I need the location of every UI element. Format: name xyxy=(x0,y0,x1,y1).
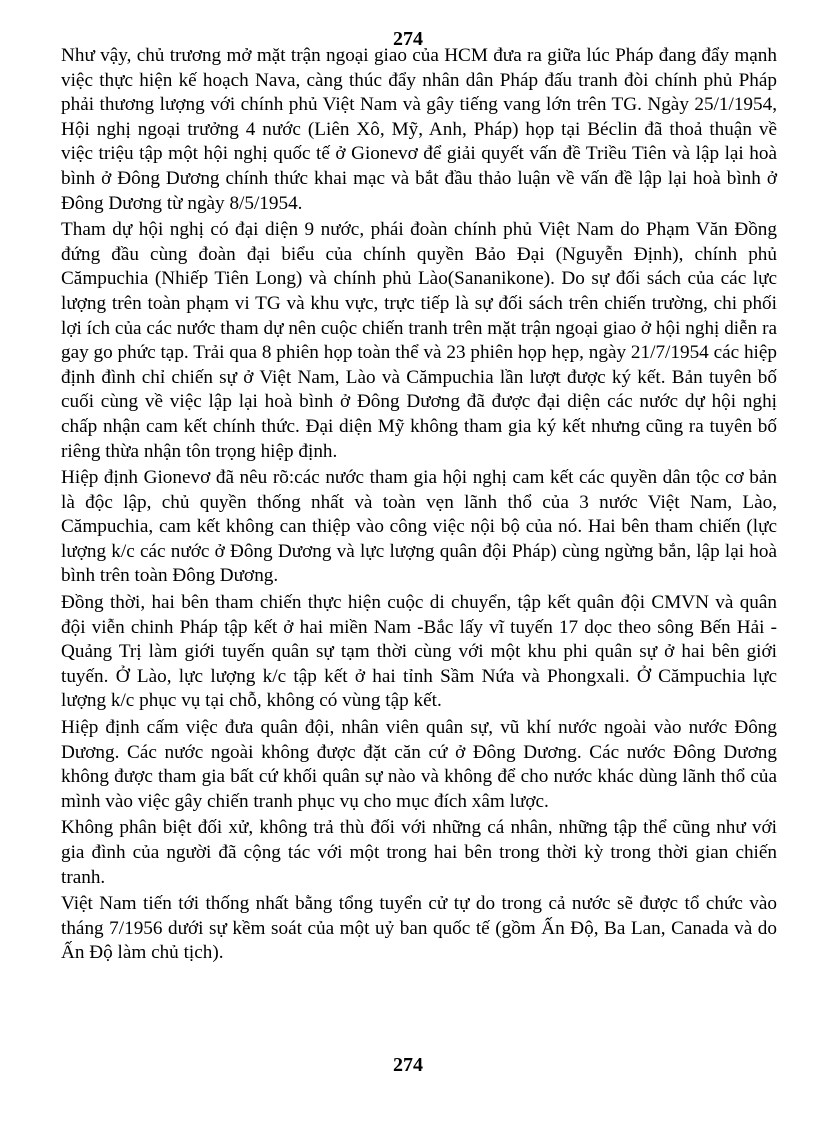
paragraph-2: Tham dự hội nghị có đại diện 9 nước, phái đoàn chính phủ Việt Nam do Phạm Văn Đồng đứng đầu cùng đoàn đại biểu của chính quyền Bảo Đại (Nguyễn Định), chính phủ Cămpuchia (Nhiếp Tiên Long) và chính phủ Lào(Sananikone). Do sự đối sách của các lực lượng trên toàn phạm vi TG và khu vực, trực tiếp là sự đối sách trên chiến trường, chi phối lợi ích của các nước tham dự nên cuộc chiến tranh trên mặt trận ngoại giao ở hội nghị diễn ra gay go phức tạp. Trải qua 8 phiên họp toàn thể và 23 phiên họp hẹp, ngày 21/7/1954 các hiệp định đình chỉ chiến sự ở Việt Nam, Lào và Cămpuchia lần lượt được ký kết. Bản tuyên bố cuối cùng về việc lập lại hoà bình ở Đông Dương đã được đại diện các nước dự hội nghị chấp nhận cam kết chính thức. Đại diện Mỹ không tham gia ký kết nhưng cũng ra tuyên bố riêng thừa nhận tôn trọng hiệp định. xyxy=(61,219,777,462)
paragraph-3: Hiệp định Gionevơ đã nêu rõ:các nước tham gia hội nghị cam kết các quyền dân tộc cơ bản là độc lập, chủ quyền thống nhất và toàn vẹn lãnh thổ của 3 nước Việt Nam, Lào, Cămpuchia, cam kết không can thiệp vào công việc nội bộ của nó. Hai bên tham chiến (lực lượng k/c các nước ở Đông Dương và lực lượng quân đội Pháp) cùng ngừng bắn, lập lại hoà bình trên toàn Đông Dương. xyxy=(61,467,777,587)
page-number-bottom: 274 xyxy=(393,1054,423,1076)
paragraph-7: Việt Nam tiến tới thống nhất bằng tổng tuyển cử tự do trong cả nước sẽ được tổ chức vào tháng 7/1956 dưới sự kềm soát của một uỷ ban quốc tế (gồm Ấn Độ, Ba Lan, Canada và do Ấn Độ làm chủ tịch). xyxy=(61,893,777,964)
paragraph-4: Đồng thời, hai bên tham chiến thực hiện cuộc di chuyển, tập kết quân đội CMVN và quân đội viễn chinh Pháp tập kết ở hai miền Nam -Bắc lấy vĩ tuyến 17 dọc theo sông Bến Hải -Quảng Trị làm giới tuyến quân sự tạm thời cùng với một khu phi quân sự ở hai bên giới tuyến. Ở Lào, lực lượng k/c tập kết ở hai tỉnh Sầm Nứa và Phongxali. Ở Cămpuchia lực lượng k/c phục vụ tại chỗ, không có vùng tập kết. xyxy=(61,592,777,712)
paragraph-6: Không phân biệt đối xử, không trả thù đối với những cá nhân, những tập thể cũng như với gia đình của người đã cộng tác với một trong hai bên trong thời kỳ trong thời gian chiến tranh. xyxy=(61,817,777,888)
document-body xyxy=(61,44,777,968)
page-number-top: 274 xyxy=(393,28,423,50)
paragraph-5: Hiệp định cấm việc đưa quân đội, nhân viên quân sự, vũ khí nước ngoài vào nước Đông Dương. Các nước ngoài không được đặt căn cứ ở Đông Dương. Các nước Đông Dương không được tham gia bất cứ khối quân sự nào và không để cho nước khác dùng lãnh thổ của mình vào việc gây chiến tranh phục vụ cho mục đích xâm lược. xyxy=(61,717,777,812)
paragraph-1: Như vậy, chủ trương mở mặt trận ngoại giao của HCM đưa ra giữa lúc Pháp đang đẩy mạnh việc thực hiện kế hoạch Nava, càng thúc đẩy nhân dân Pháp đấu tranh đòi chính phủ Pháp phải thương lượng với chính phủ Việt Nam và gây tiếng vang lớn trên TG. Ngày 25/1/1954, Hội nghị ngoại trưởng 4 nước (Liên Xô, Mỹ, Anh, Pháp) họp tại Béclin đã thoả thuận về việc triệu tập một hội nghị quốc tế ở Gionevơ để giải quyết vấn đề Triều Tiên và lập lại hoà bình ở Đông Dương chính thức khai mạc và bắt đầu thảo luận về vấn đề lập lại hoà bình ở Đông Dương từ ngày 8/5/1954. xyxy=(61,45,777,214)
